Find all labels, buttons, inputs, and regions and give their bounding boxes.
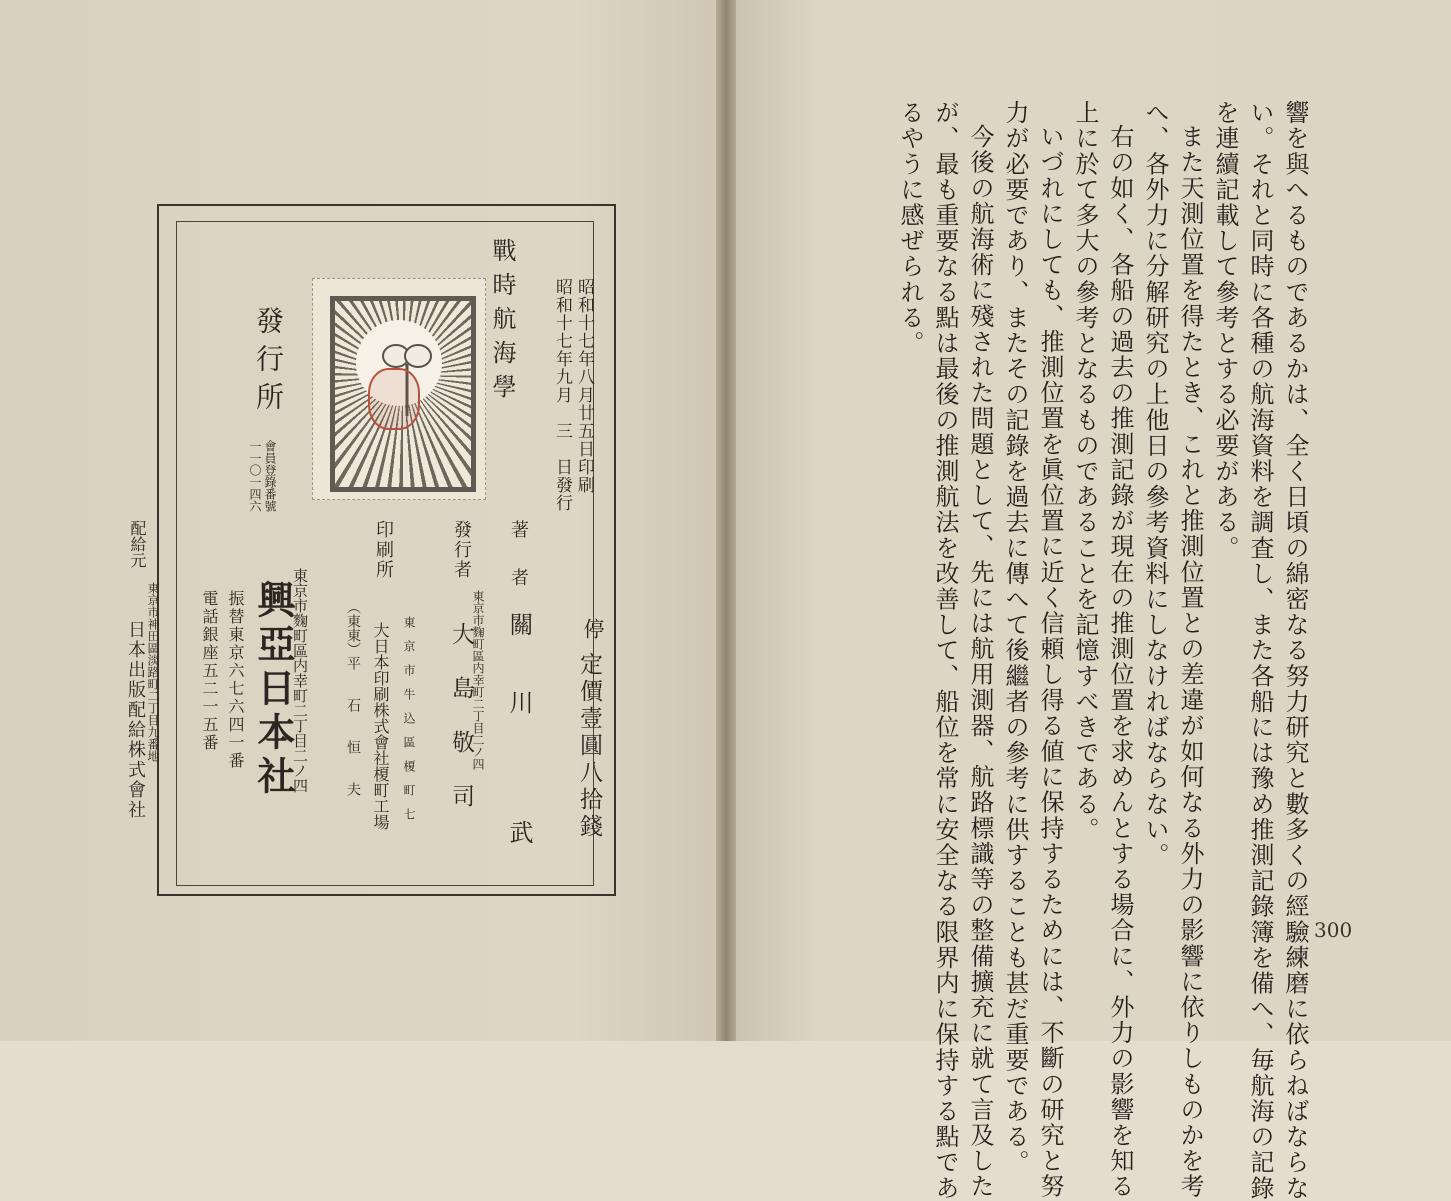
author-name: 關 川 武 (505, 612, 533, 846)
publisher-name: 大 島 敬 司 (448, 622, 474, 811)
book-gutter (716, 0, 736, 1041)
distributor-name: 日本出版配給株式會社 (125, 620, 146, 820)
text-column: いづれにしても、推測位置を眞位置に近く信頼し得る値に保持するためには、不斷の研究と努 (1036, 124, 1064, 1200)
text-column: るやうに感ぜられる。 (896, 100, 924, 356)
book-title: 戰時航海學 (488, 238, 516, 408)
text-column: を連續記載して參考とする必要がある。 (1211, 100, 1239, 561)
publisher-label: 發行者 (451, 520, 472, 580)
text-column: い。それと同時に各種の航海資料を調査し、また各船には豫め推測記錄簿を備へ、毎航海の記錄 (1246, 100, 1274, 1201)
author-address: 東京市麴町區内幸町二丁目二ノ四 (471, 590, 485, 770)
publishing-house-label: 發行所 (252, 306, 285, 420)
print-date: 昭和十七年八月廿五日印刷 (574, 278, 594, 494)
author-label: 著 者 (508, 520, 529, 592)
publisher-address: 東 京 市 牛 込 區 榎 町 七 (402, 616, 416, 820)
text-column: 響を與へるものであるかは、全く日頃の綿密なる努力研究と數多くの經驗練磨に依らねばならな (1281, 100, 1309, 1201)
publish-date: 昭和十七年九月 三 日發行 (552, 278, 572, 512)
member-number-label: 會員登錄番號 (263, 440, 277, 512)
printer-name: 大日本印刷株式會社榎町工場 (371, 622, 390, 830)
seal-stamp-icon (368, 368, 420, 430)
text-column: また天測位置を得たとき、これと推測位置との差違が如何なる外力の影響に依りしものかを考 (1176, 124, 1204, 1200)
text-column: へ、各外力に分解研究の上他日の參考資料にしなければならない。 (1141, 100, 1169, 868)
printer-representative: （東東）平 石 恒 夫 (345, 600, 361, 796)
text-column: 今後の航海術に殘された問題として、先には航用測器、航路標識等の整備擴充に就て言及した (966, 124, 994, 1200)
price-mark: 停 (581, 618, 605, 639)
page-number: 300 (1314, 918, 1353, 942)
publishing-house-name: 興亞日本社 (251, 580, 296, 800)
transfer-account: 振替東京六七六四一番 (226, 590, 245, 770)
text-column: 上に於て多大の參考となるものであることを記憶すべきである。 (1071, 100, 1099, 843)
text-column: 右の如く、各船の過去の推測記錄が現在の推測位置を求めんとする場合に、外力の影響を知る (1106, 124, 1134, 1200)
distributor-address: 東京市神田區淡路町二丁目九番地 (146, 582, 160, 762)
member-number: 一一〇一四六 (248, 440, 262, 512)
text-column: 力が必要であり、またその記錄を過去に傳へて後繼者の參考に供することも甚だ重要である。 (1001, 100, 1029, 1176)
telephone: 電話銀座五二一五番 (200, 590, 219, 752)
distributor-label: 配給元 (128, 520, 147, 568)
price: 定價壹圓八拾錢 (576, 652, 602, 841)
printer-label: 印刷所 (373, 520, 394, 580)
publishing-house-address: 東京市麴町區内幸町二丁目二ノ四 (291, 568, 309, 793)
text-column: が、最も重要なる點は最後の推測航法を改善して、船位を常に安全なる限界内に保持する點であ (931, 100, 959, 1201)
